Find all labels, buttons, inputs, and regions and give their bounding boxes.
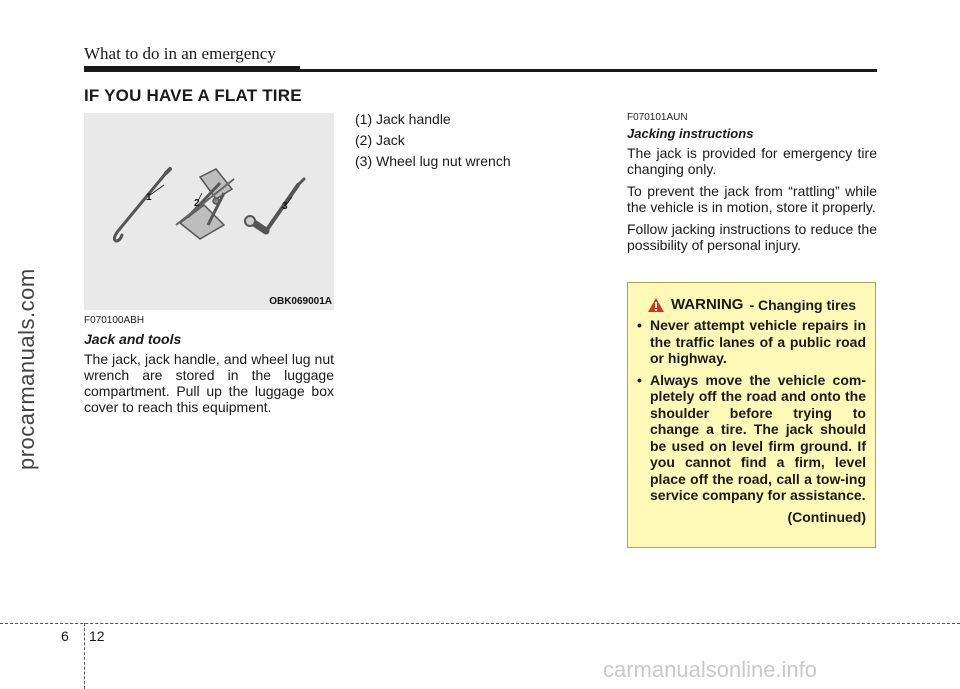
warning-list bbox=[637, 317, 866, 504]
callout-2: 2 bbox=[194, 198, 200, 209]
jack-tools-heading: Jack and tools bbox=[84, 331, 182, 347]
warning-header bbox=[637, 296, 866, 313]
callout-1: 1 bbox=[146, 192, 152, 203]
jack-tools-text: The jack, jack handle, and wheel lug nut wrench are stored in the luggage compartment. Pull up the luggage box cover to reach this equipment. bbox=[84, 351, 334, 415]
list-item: (2) Jack bbox=[355, 132, 405, 148]
jack-tools-illustration bbox=[84, 113, 334, 310]
bottom-watermark: carmanualsonline.info bbox=[603, 657, 818, 682]
warning-box bbox=[627, 282, 876, 548]
section-code: F070101AUN bbox=[627, 112, 688, 123]
paragraph: To prevent the jack from “rattling” while the vehicle is in motion, store it properly. bbox=[627, 183, 877, 215]
warning-item bbox=[637, 372, 866, 504]
bullet: • bbox=[637, 371, 642, 388]
header-rule bbox=[84, 69, 877, 72]
jack-tools-section bbox=[84, 315, 334, 415]
warning-triangle-icon bbox=[647, 297, 665, 313]
bullet: • bbox=[637, 317, 642, 333]
section-title: IF YOU HAVE A FLAT TIRE bbox=[84, 86, 302, 105]
warning-subtitle: - Changing tires bbox=[749, 296, 857, 313]
list-item: (3) Wheel lug nut wrench bbox=[355, 153, 511, 169]
continued-label: (Continued) bbox=[787, 508, 866, 525]
list-item: (1) Jack handle bbox=[355, 111, 451, 127]
warning-item-text: Never attempt vehicle repairs in the traffic lanes of a public road or highway. bbox=[650, 317, 866, 366]
warning-title: WARNING bbox=[670, 296, 744, 313]
tools-list bbox=[355, 111, 605, 174]
jack-handle-drawing bbox=[114, 169, 170, 241]
page-number: 12 bbox=[89, 628, 105, 644]
side-watermark: procarmanuals.com bbox=[14, 268, 39, 470]
section-code: F070100ABH bbox=[84, 315, 145, 326]
warning-item bbox=[637, 317, 866, 367]
wrench-drawing bbox=[245, 179, 304, 231]
paragraph: Follow jacking instructions to reduce the possibility of personal injury. bbox=[627, 221, 877, 253]
running-header: What to do in an emergency bbox=[84, 44, 276, 63]
figure-code: OBK069001A bbox=[269, 296, 332, 307]
jacking-instructions-heading: Jacking instructions bbox=[627, 126, 754, 141]
jack-drawing bbox=[176, 169, 234, 239]
warning-item-text: Always move the vehicle com-pletely off the road and onto the shoulder before trying to change a tire. The jack should be used on level firm ground. If you cannot find a firm, level place off the road, call a tow-ing service company for assistance. bbox=[650, 371, 866, 503]
callout-3: 3 bbox=[282, 201, 288, 212]
tools-figure bbox=[84, 113, 334, 310]
jacking-instructions-section bbox=[627, 112, 877, 259]
chapter-number: 6 bbox=[61, 628, 69, 644]
paragraph: The jack is provided for emergency tire changing only. bbox=[627, 145, 877, 177]
footer-divider bbox=[84, 623, 85, 689]
footer-rule bbox=[0, 623, 960, 624]
